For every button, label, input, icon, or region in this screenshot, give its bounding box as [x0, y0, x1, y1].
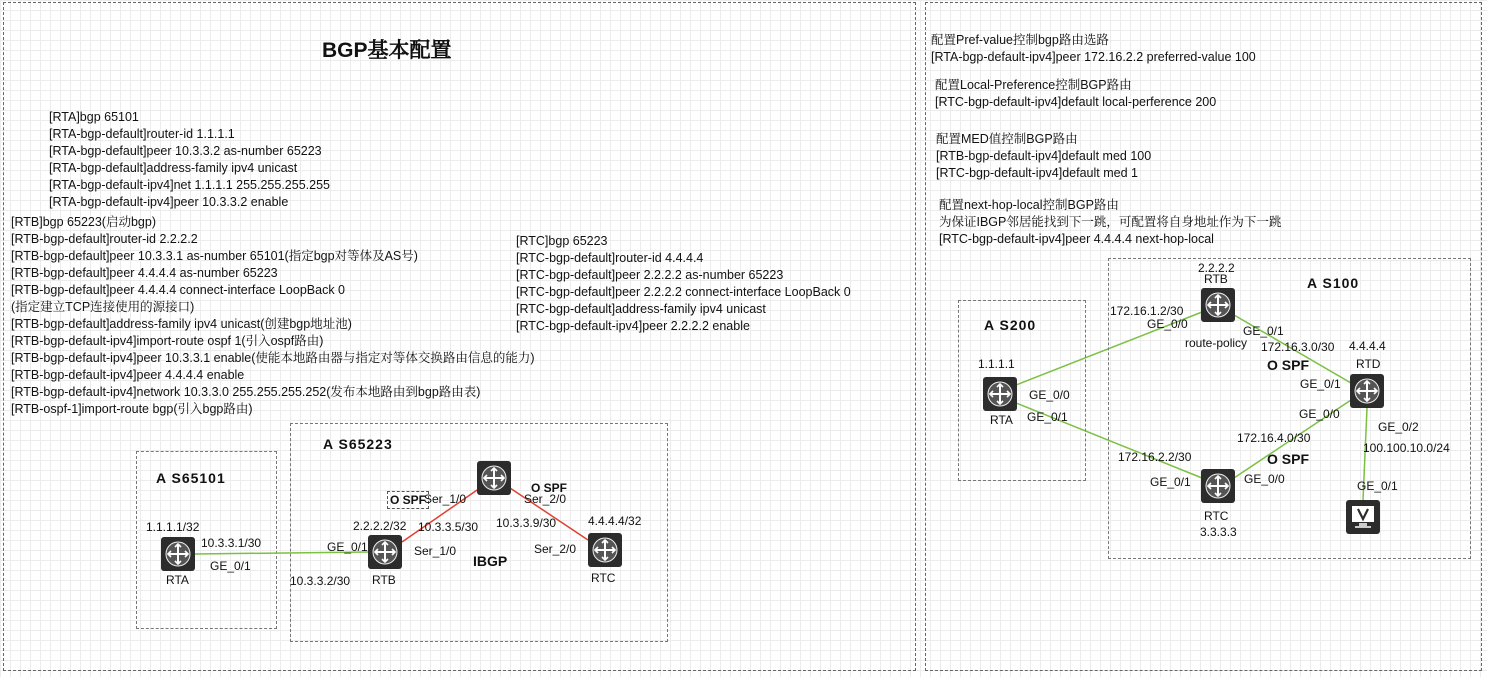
rtb-name-label: RTB [372, 573, 396, 587]
rtc-ip-label: 4.4.4.4/32 [588, 514, 642, 528]
note-line: 配置Local-Preference控制BGP路由 [935, 78, 1132, 92]
link-ab-a-label: 10.3.3.1/30 [201, 536, 262, 550]
note-local-pref [935, 78, 1216, 110]
command-line: [RTB-bgp-default]peer 10.3.3.1 as-number 65101(指定bgp对等体及AS号) [11, 249, 418, 263]
rtc-right-if0-label: GE_0/0 [1244, 472, 1285, 486]
rtc-right-if1-label: GE_0/1 [1150, 475, 1191, 489]
note-pref-value [931, 33, 1256, 65]
rtb-right-name-label: RTB [1204, 272, 1228, 286]
link-ab-right-label: 172.16.1.2/30 [1110, 304, 1184, 318]
ospf-tag-left: O SPF [387, 491, 429, 509]
command-line: [RTB-bgp-default-ipv4]import-route ospf 1(引入ospf路由) [11, 334, 324, 348]
command-line: [RTB-bgp-default]peer 4.4.4.4 connect-interface LoopBack 0 [11, 283, 346, 297]
mid-ser-label: Ser_1/0 [424, 492, 467, 506]
rta-if-label: GE_0/1 [210, 559, 251, 573]
command-line: [RTC-bgp-default]peer 2.2.2.2 connect-interface LoopBack 0 [516, 285, 851, 299]
command-line: [RTA-bgp-default]address-family ipv4 unicast [49, 161, 298, 175]
as65101-label: A S65101 [156, 470, 226, 486]
router-rtd-icon[interactable] [1350, 374, 1384, 408]
link-mc-label: 10.3.3.9/30 [496, 516, 557, 530]
note-line: 配置next-hop-local控制BGP路由 [939, 198, 1119, 212]
note-next-hop [939, 198, 1281, 247]
command-line: [RTA-bgp-default-ipv4]peer 10.3.3.2 enable [49, 195, 289, 209]
command-line: [RTB-bgp-default-ipv4]peer 10.3.3.1 enable(使能本地路由器与指定对等体交换路由信息的能力) [11, 351, 535, 365]
rtc-ser-label: Ser_2/0 [534, 542, 577, 556]
rta-ip-label: 1.1.1.1/32 [146, 520, 200, 534]
rtb-right-ip-label: 2.2.2.2 [1198, 261, 1235, 275]
rtb-right-if1-label: GE_0/1 [1243, 324, 1284, 338]
note-line: [RTA-bgp-default-ipv4]peer 172.16.2.2 preferred-value 100 [931, 50, 1256, 64]
command-line: [RTC-bgp-default]router-id 4.4.4.4 [516, 251, 704, 265]
note-line: [RTC-bgp-default-ipv4]default med 1 [936, 166, 1138, 180]
command-line: [RTC-bgp-default-ipv4]peer 2.2.2.2 enable [516, 319, 750, 333]
rta-name-label: RTA [166, 573, 189, 587]
command-line: [RTA-bgp-default-ipv4]net 1.1.1.1 255.255.255.255 [49, 178, 330, 192]
rtc-right-ip-label: 3.3.3.3 [1200, 525, 1237, 539]
ospf-label-right: O SPF [531, 481, 568, 495]
command-line: [RTB-ospf-1]import-route bgp(引入bgp路由) [11, 402, 253, 416]
rtd-if0-label: GE_0/0 [1299, 407, 1340, 421]
note-line: 为保证IBGP邻居能找到下一跳，可配置将自身地址作为下一跳 [939, 215, 1282, 229]
rtc-name-label: RTC [591, 571, 616, 585]
rtd-if1-label: GE_0/1 [1300, 377, 1341, 391]
router-rtc-icon[interactable] [588, 533, 622, 567]
command-line: [RTA]bgp 65101 [49, 110, 139, 124]
rtd-name-label: RTD [1356, 357, 1381, 371]
link-bm-label: 10.3.3.5/30 [418, 520, 479, 534]
as100-label: A S100 [1307, 275, 1360, 291]
page-title: BGP基本配置 [322, 39, 452, 62]
command-line: [RTB-bgp-default-ipv4]peer 4.4.4.4 enable [11, 368, 245, 382]
rtd-ip-label: 4.4.4.4 [1349, 339, 1386, 353]
link-ac-label: 172.16.2.2/30 [1118, 450, 1192, 464]
rta-right-if1-label: GE_0/0 [1029, 388, 1070, 402]
as65223-label: A S65223 [323, 436, 393, 452]
rtc-right-name-label: RTC [1204, 509, 1229, 523]
router-rta-right-icon[interactable] [983, 377, 1017, 411]
rta-right-ip-label: 1.1.1.1 [978, 357, 1015, 371]
command-line: (指定建立TCP连接使用的源接口) [11, 300, 195, 314]
rtb-policy-label: route-policy [1185, 336, 1248, 350]
note-line: [RTC-bgp-default-ipv4]peer 4.4.4.4 next-hop-local [939, 232, 1214, 246]
command-line: [RTC-bgp-default]address-family ipv4 unicast [516, 302, 766, 316]
rta-right-if2-label: GE_0/1 [1027, 410, 1068, 424]
pc-monitor-icon[interactable] [1346, 500, 1380, 534]
router-rtb-icon[interactable] [368, 535, 402, 569]
command-line: [RTB-bgp-default]router-id 2.2.2.2 [11, 232, 198, 246]
command-line: [RTC-bgp-default]peer 2.2.2.2 as-number 65223 [516, 268, 784, 282]
note-line: 配置MED值控制BGP路由 [936, 132, 1078, 146]
pc-net-label: 100.100.10.0/24 [1363, 441, 1450, 455]
link-bd-label: 172.16.3.0/30 [1261, 340, 1335, 354]
router-rtc-right-icon[interactable] [1201, 469, 1235, 503]
command-line: [RTB-bgp-default]address-family ipv4 unicast(创建bgp地址池) [11, 317, 352, 331]
mid-ser2-label: Ser_2/0 [524, 492, 567, 506]
router-rta-icon[interactable] [161, 537, 195, 571]
command-line: [RTC]bgp 65223 [516, 234, 608, 248]
note-med [936, 132, 1151, 181]
as200-label: A S200 [984, 317, 1037, 333]
router-mid-icon[interactable] [477, 461, 511, 495]
rtb-ser-label: Ser_1/0 [414, 544, 457, 558]
rtb-right-if0-label: GE_0/0 [1147, 317, 1188, 331]
rtb-ip-label: 2.2.2.2/32 [353, 519, 407, 533]
link-ab-b-label: 10.3.3.2/30 [290, 574, 351, 588]
note-line: [RTB-bgp-default-ipv4]default med 100 [936, 149, 1152, 163]
link-cd-label: 172.16.4.0/30 [1237, 431, 1311, 445]
pc-if-label: GE_0/1 [1357, 479, 1398, 493]
rtb-if-label: GE_0/1 [327, 540, 368, 554]
ospf-top-label: O SPF [1267, 357, 1310, 373]
command-line: [RTB]bgp 65223(启动bgp) [11, 215, 156, 229]
router-rtb-right-icon[interactable] [1201, 288, 1235, 322]
command-line: [RTA-bgp-default]peer 10.3.3.2 as-number 65223 [49, 144, 322, 158]
ospf-bot-label: O SPF [1267, 451, 1310, 467]
note-line: [RTC-bgp-default-ipv4]default local-perference 200 [935, 95, 1217, 109]
command-line: [RTB-bgp-default-ipv4]network 10.3.3.0 255.255.255.252(发布本地路由到bgp路由表) [11, 385, 481, 399]
command-line: [RTA-bgp-default]router-id 1.1.1.1 [49, 127, 235, 141]
ibgp-label: IBGP [473, 553, 508, 569]
note-line: 配置Pref-value控制bgp路由选路 [931, 33, 1109, 47]
rtd-if2-label: GE_0/2 [1378, 420, 1419, 434]
command-line: [RTB-bgp-default]peer 4.4.4.4 as-number 65223 [11, 266, 278, 280]
rta-right-name-label: RTA [990, 413, 1013, 427]
